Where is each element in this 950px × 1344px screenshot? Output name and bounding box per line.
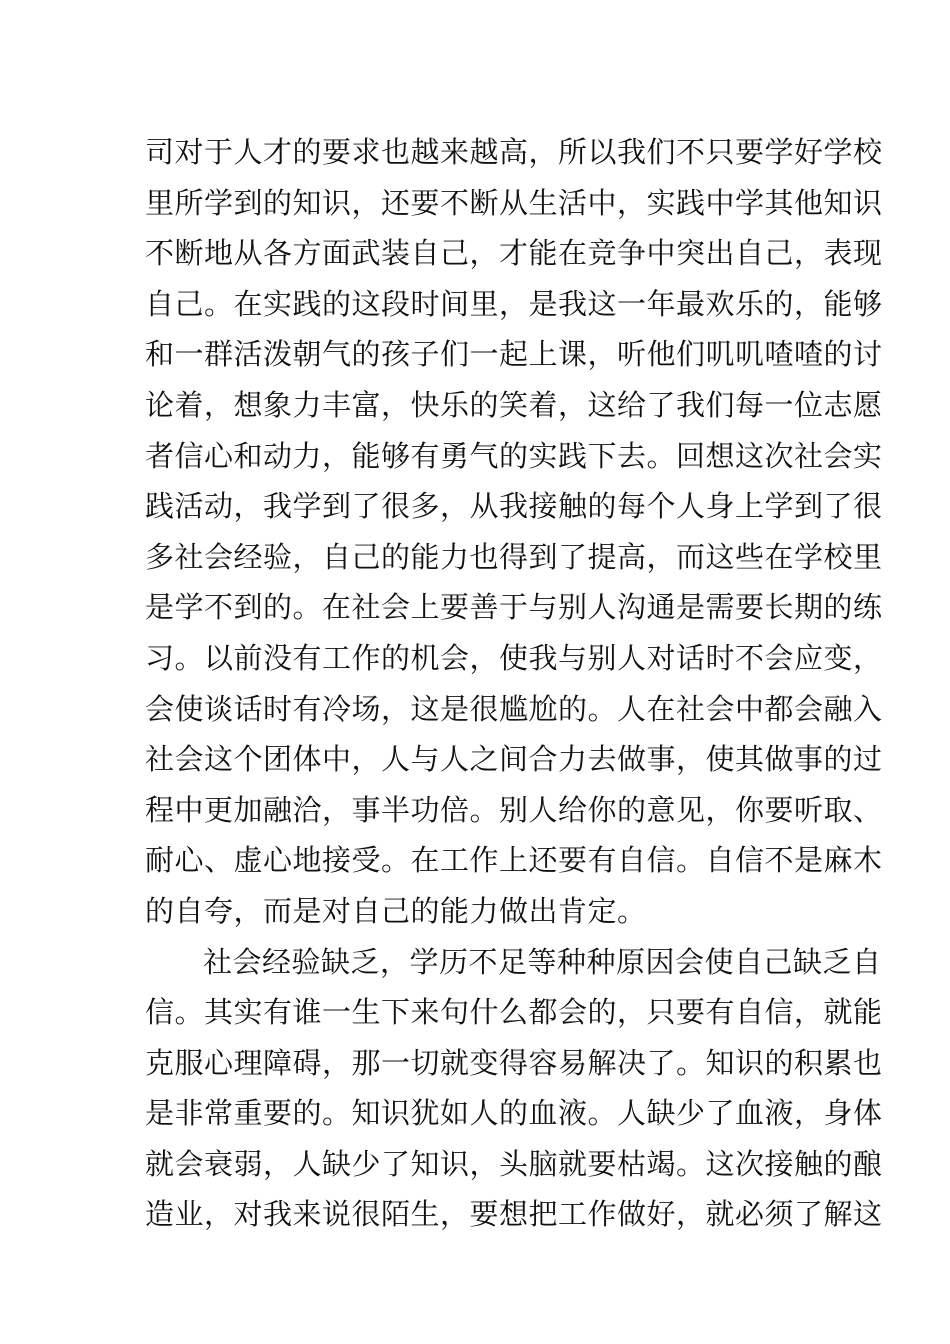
paragraph-1-line-9: 多社会经验，自己的能力也得到了提高，而这些在学校里 xyxy=(145,539,883,574)
paragraph-1-line-12: 会使谈话时有冷场，这是很尴尬的。人在社会中都会融入 xyxy=(145,691,883,726)
paragraph-2-line-6: 造业，对我来说很陌生，要想把工作做好，就必须了解这 xyxy=(145,1197,883,1232)
paragraph-1-line-2: 里所学到的知识，还要不断从生活中，实践中学其他知识 xyxy=(145,185,883,220)
paragraph-1-line-11: 习。以前没有工作的机会，使我与别人对话时不会应变， xyxy=(145,640,883,675)
paragraph-1-line-8: 践活动，我学到了很多，从我接触的每个人身上学到了很 xyxy=(145,489,883,524)
paragraph-1-line-5: 和一群活泼朝气的孩子们一起上课，听他们叽叽喳喳的讨 xyxy=(145,337,883,372)
paragraph-1-line-4: 自己。在实践的这段时间里，是我这一年最欢乐的，能够 xyxy=(145,286,883,321)
paragraph-1-line-13: 社会这个团体中，人与人之间合力去做事，使其做事的过 xyxy=(145,742,883,777)
paragraph-1-line-14: 程中更加融洽，事半功倍。别人给你的意见，你要听取、 xyxy=(145,792,883,827)
paragraph-1-line-16: 的自夸，而是对自己的能力做出肯定。 xyxy=(145,893,647,928)
paragraph-2-line-4: 是非常重要的。知识犹如人的血液。人缺少了血液，身体 xyxy=(145,1096,883,1131)
paragraph-1-line-1: 司对于人才的要求也越来越高，所以我们不只要学好学校 xyxy=(145,135,883,169)
paragraph-2-line-5: 就会衰弱，人缺少了知识，头脑就要枯竭。这次接触的酿 xyxy=(145,1146,883,1181)
paragraph-1-line-10: 是学不到的。在社会上要善于与别人沟通是需要长期的练 xyxy=(145,590,883,625)
paragraph-1-line-3: 不断地从各方面武装自己，才能在竞争中突出自己，表现 xyxy=(145,236,883,271)
paragraph-2-line-2: 信。其实有谁一生下来句什么都会的，只要有自信，就能 xyxy=(145,995,883,1030)
paragraph-1-line-6: 论着，想象力丰富，快乐的笑着，这给了我们每一位志愿 xyxy=(145,387,883,422)
paragraph-2-line-1: 社会经验缺乏，学历不足等种种原因会使自己缺乏自 xyxy=(203,944,882,979)
paragraph-1-line-15: 耐心、虚心地接受。在工作上还要有自信。自信不是麻木 xyxy=(145,843,883,878)
paragraph-1-line-7: 者信心和动力，能够有勇气的实践下去。回想这次社会实 xyxy=(145,438,883,473)
paragraph-2-line-3: 克服心理障碍，那一切就变得容易解决了。知识的积累也 xyxy=(145,1045,883,1080)
body-text xyxy=(145,127,883,1240)
